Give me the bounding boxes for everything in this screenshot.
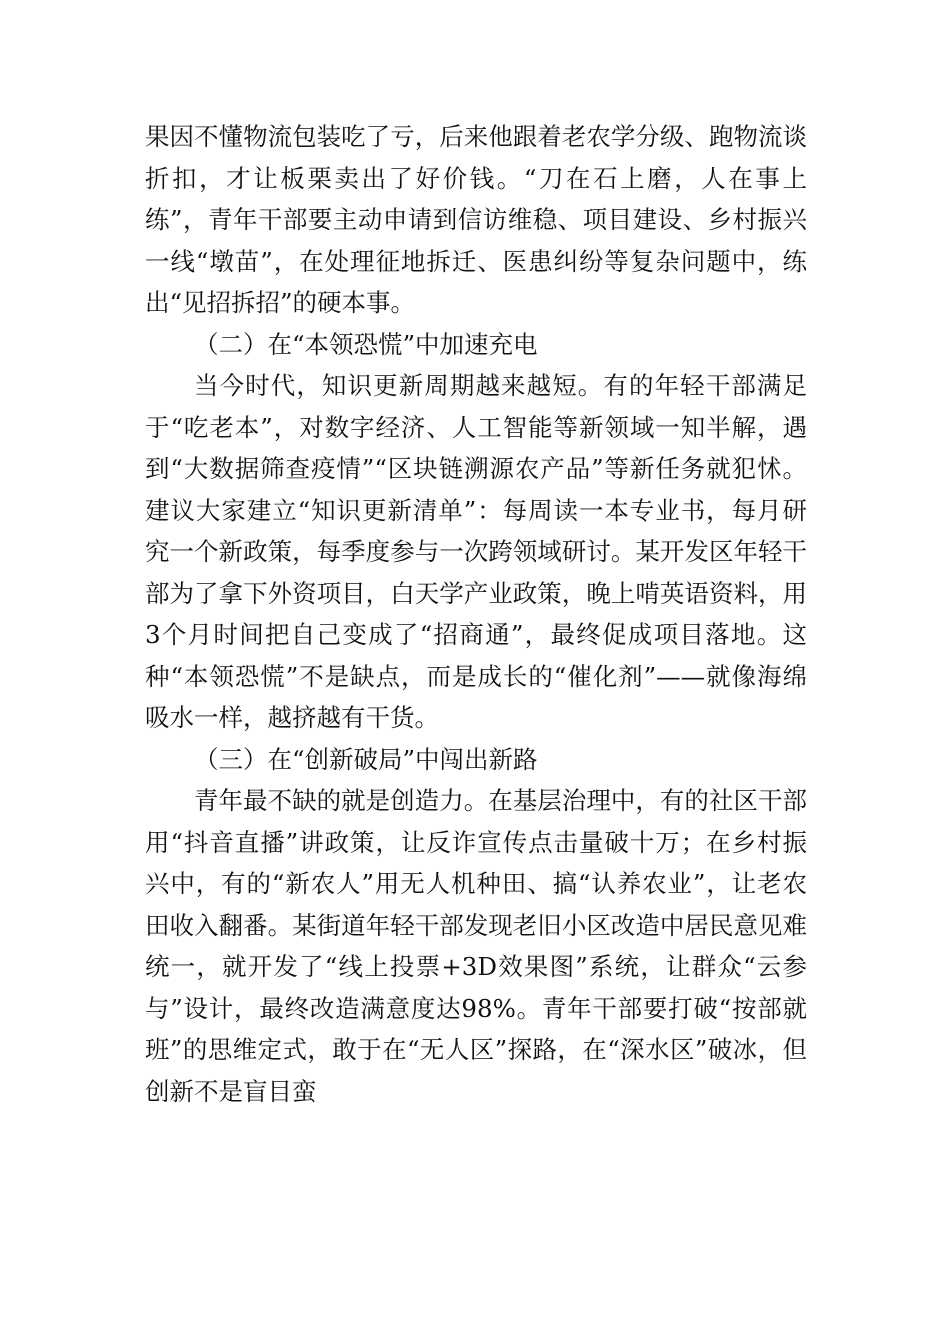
- paragraph-innovation: 青年最不缺的就是创造力。在基层治理中，有的社区干部用“抖音直播”讲政策，让反诈宣传点击量破十万；在乡村振兴中，有的“新农人”用无人机种田、搞“认养农业”，让老农田收入翻番。某街道年轻干部发现老旧小区改造中居民意见难统一，就开发了“线上投票+3D效果图”系统，让群众“云参与”设计，最终改造满意度达98%。青年干部要打破“按部就班”的思维定式，敢于在“无人区”探路，在“深水区”破冰，但创新不是盲目蛮: [145, 786, 807, 1106]
- section-heading-3: （三）在“创新破局”中闯出新路: [194, 744, 538, 774]
- paragraph-knowledge-update: 当今时代，知识更新周期越来越短。有的年轻干部满足于“吃老本”，对数字经济、人工智能等新领域一知半解，遇到“大数据筛查疫情”“区块链溯源农产品”等新任务就犯怵。建议大家建立“知识更新清单”：每周读一本专业书，每月研究一个新政策，每季度参与一次跨领域研讨。某开发区年轻干部为了拿下外资项目，白天学产业政策，晚上啃英语资料，用3个月时间把自己变成了“招商通”，最终促成项目落地。这种“本领恐慌”不是缺点，而是成长的“催化剂”——就像海绵吸水一样，越挤越有干货。: [145, 371, 807, 732]
- paragraph-continuation: 果因不懂物流包装吃了亏，后来他跟着老农学分级、跑物流谈折扣，才让板栗卖出了好价钱。“刀在石上磨，人在事上练”，青年干部要主动申请到信访维稳、项目建设、乡村振兴一线“墩苗”，在处理征地拆迁、医患纠纷等复杂问题中，练出“见招拆招”的硬本事。: [145, 122, 807, 317]
- document-body: [145, 116, 807, 1112]
- section-heading-2: （二）在“本领恐慌”中加速充电: [194, 329, 538, 359]
